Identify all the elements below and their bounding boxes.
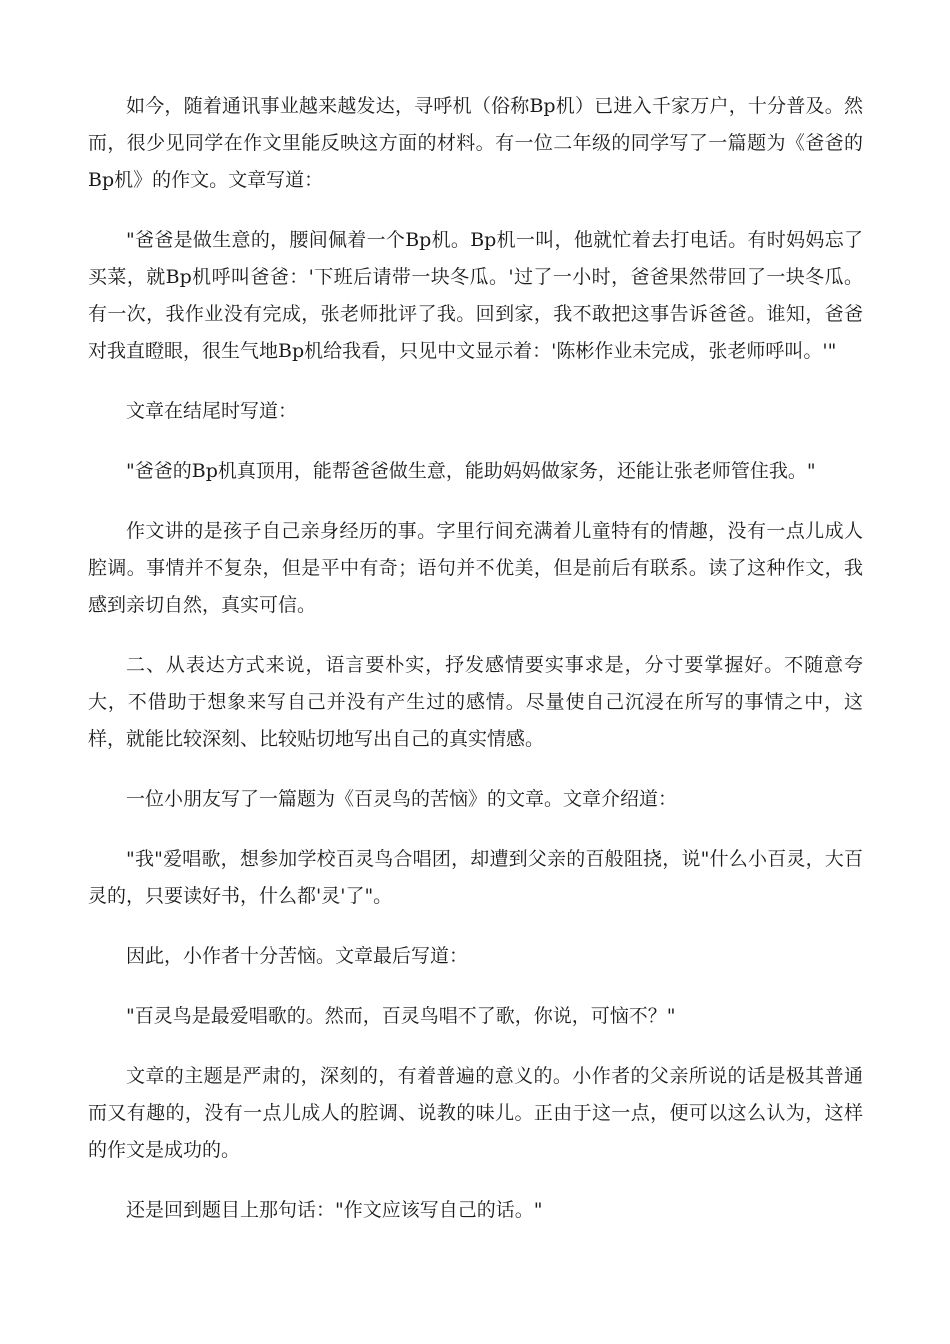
paragraph-conclusion: 还是回到题目上那句话："作文应该写自己的话。" xyxy=(126,1199,543,1221)
paragraph-commentary: 作文讲的是孩子自己亲身经历的事。字里行间充满着儿童特有的情趣，没有一点儿成人腔调。事情并不复杂，但是平中有奇；语句并不优美，但是前后有联系。读了这种作文，我感到亲切自然，真实可信。 xyxy=(88,520,863,616)
paragraph-quote-lark-ending: "百灵鸟是最爱唱歌的。然而，百灵鸟唱不了歌，你说，可恼不？" xyxy=(126,1005,676,1027)
paragraph-ending-intro: 文章在结尾时写道： xyxy=(126,400,298,422)
paragraph-quote-lark: "我"爱唱歌，想参加学校百灵鸟合唱团，却遭到父亲的百般阻挠，说"什么小百灵，大百灵的，只要读好书，什么都'灵'了"。 xyxy=(88,848,863,907)
paragraph-lark-commentary: 文章的主题是严肃的，深刻的，有着普遍的意义的。小作者的父亲所说的话是极其普通而又有趣的，没有一点儿成人的腔调、说教的味儿。正由于这一点，便可以这么认为，这样的作文是成功的。 xyxy=(88,1065,863,1161)
paragraph-quote-ending: "爸爸的Bp机真顶用，能帮爸爸做生意，能助妈妈做家务，还能让张老师管住我。" xyxy=(126,460,816,482)
paragraph-lark-intro: 一位小朋友写了一篇题为《百灵鸟的苦恼》的文章。文章介绍道： xyxy=(126,788,678,810)
paragraph-quote-bp-machine: "爸爸是做生意的，腰间佩着一个Bp机。Bp机一叫，他就忙着去打电话。有时妈妈忘了买菜，就Bp机呼叫爸爸：'下班后请带一块冬瓜。'过了一小时，爸爸果然带回了一块冬瓜。有一次，我作业没有完成，张老师批评了我。回到家，我不敢把这事告诉爸爸。谁知，爸爸对我直瞪眼，很生气地Bp机给我看，只见中文显示着：'陈彬作业未完成，张老师呼叫。'" xyxy=(88,229,863,362)
paragraph-lark-ending-intro: 因此，小作者十分苦恼。文章最后写道： xyxy=(126,945,469,967)
paragraph-intro-bp-machine: 如今，随着通讯事业越来越发达，寻呼机（俗称Bp机）已进入千家万户，十分普及。然而，很少见同学在作文里能反映这方面的材料。有一位二年级的同学写了一篇题为《爸爸的Bp机》的作文。文章写道： xyxy=(88,95,863,191)
paragraph-section-two: 二、从表达方式来说，语言要朴实，抒发感情要实事求是，分寸要掌握好。不随意夸大，不借助于想象来写自己并没有产生过的感情。尽量使自己沉浸在所写的事情之中，这样，就能比较深刻、比较贴切地写出自己的真实情感。 xyxy=(88,654,863,750)
document-page xyxy=(88,88,863,1252)
